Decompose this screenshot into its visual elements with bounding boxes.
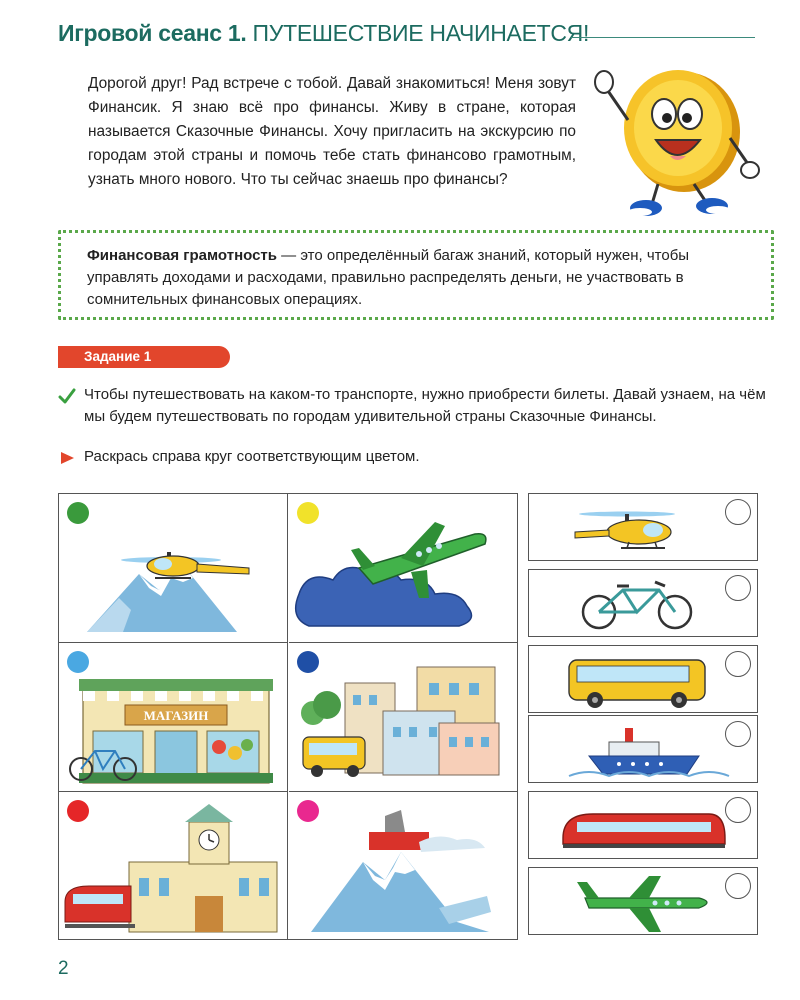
scene-cell-station-train	[59, 792, 288, 939]
transport-row-airplane	[528, 867, 758, 935]
scene-cell-ship-mountain	[289, 792, 518, 939]
checkmark-icon	[58, 387, 76, 405]
color-target-circle[interactable]	[725, 873, 751, 899]
bus-illustration	[529, 646, 759, 714]
definition-box	[58, 230, 774, 320]
arrow-marker-icon	[58, 449, 76, 467]
color-target-circle[interactable]	[725, 575, 751, 601]
scene-color-circle	[67, 502, 89, 524]
title-bold: Игровой сеанс 1.	[58, 20, 247, 46]
ship-illustration	[529, 716, 759, 784]
title-rest: ПУТЕШЕСТВИЕ НАЧИНАЕТСЯ!	[246, 20, 590, 46]
scene-color-circle	[297, 502, 319, 524]
scene-color-circle	[67, 800, 89, 822]
color-target-circle[interactable]	[725, 721, 751, 747]
scene-grid	[58, 493, 518, 940]
scene-cell-shop-bicycle	[59, 643, 288, 792]
page-number: 2	[58, 958, 69, 979]
color-target-circle[interactable]	[725, 499, 751, 525]
task-instruction-1-text: Чтобы путешествовать на каком-то транспорте, нужно приобрести билеты. Давай узнаем, на чём мы будем путешествовать по городам удивительной страны Сказочные Финансы.	[84, 386, 766, 425]
scene-cell-city-bus	[289, 643, 518, 792]
task-badge: Задание 1	[58, 346, 230, 368]
city-bus-illustration	[289, 643, 518, 792]
definition-term: Финансовая грамотность	[87, 247, 277, 264]
color-target-circle[interactable]	[725, 797, 751, 823]
task-instruction-2-text: Раскрась справа круг соответствующим цветом.	[84, 448, 420, 465]
transport-row-bus	[528, 645, 758, 713]
helicopter-mountain-illustration	[59, 494, 288, 643]
scene-color-circle	[297, 800, 319, 822]
intro-paragraph: Дорогой друг! Рад встрече с тобой. Давай знакомиться! Меня зовут Финансик. Я знаю всё про финансы. Живу в стране, которая называется Сказочные Финансы. Хочу пригласить на экскурсию по городам этой страны и помочь тебе стать финансово грамотным, узнать много нового. Что ты сейчас знаешь про финансы?	[88, 75, 576, 188]
airplane-clouds-illustration	[289, 494, 518, 643]
transport-row-bicycle	[528, 569, 758, 637]
bicycle-illustration	[529, 570, 759, 638]
helicopter-illustration	[529, 494, 759, 562]
definition-text	[87, 245, 757, 311]
shop-bicycle-illustration	[59, 643, 288, 792]
airplane-illustration	[529, 868, 759, 936]
coin-mascot-illustration	[592, 48, 762, 220]
train-illustration	[529, 792, 759, 860]
transport-row-train	[528, 791, 758, 859]
transport-row-helicopter	[528, 493, 758, 561]
definition-body: — это определённый багаж знаний, который нужен, чтобы управлять доходами и расходами, правильно распределять деньги, не участвовать в сомнительных финансовых операциях.	[87, 247, 690, 308]
scene-color-circle	[297, 651, 319, 673]
transport-row-ship	[528, 715, 758, 783]
title-rule	[571, 37, 755, 38]
transport-column	[528, 493, 758, 940]
scene-color-circle	[67, 651, 89, 673]
color-target-circle[interactable]	[725, 651, 751, 677]
ship-mountain-illustration	[289, 792, 518, 939]
station-train-illustration	[59, 792, 288, 939]
scene-cell-airplane-clouds	[289, 494, 518, 643]
page-title	[58, 20, 589, 47]
scene-cell-helicopter-mountain	[59, 494, 288, 643]
shop-sign-text: МАГАЗИН	[143, 708, 209, 723]
